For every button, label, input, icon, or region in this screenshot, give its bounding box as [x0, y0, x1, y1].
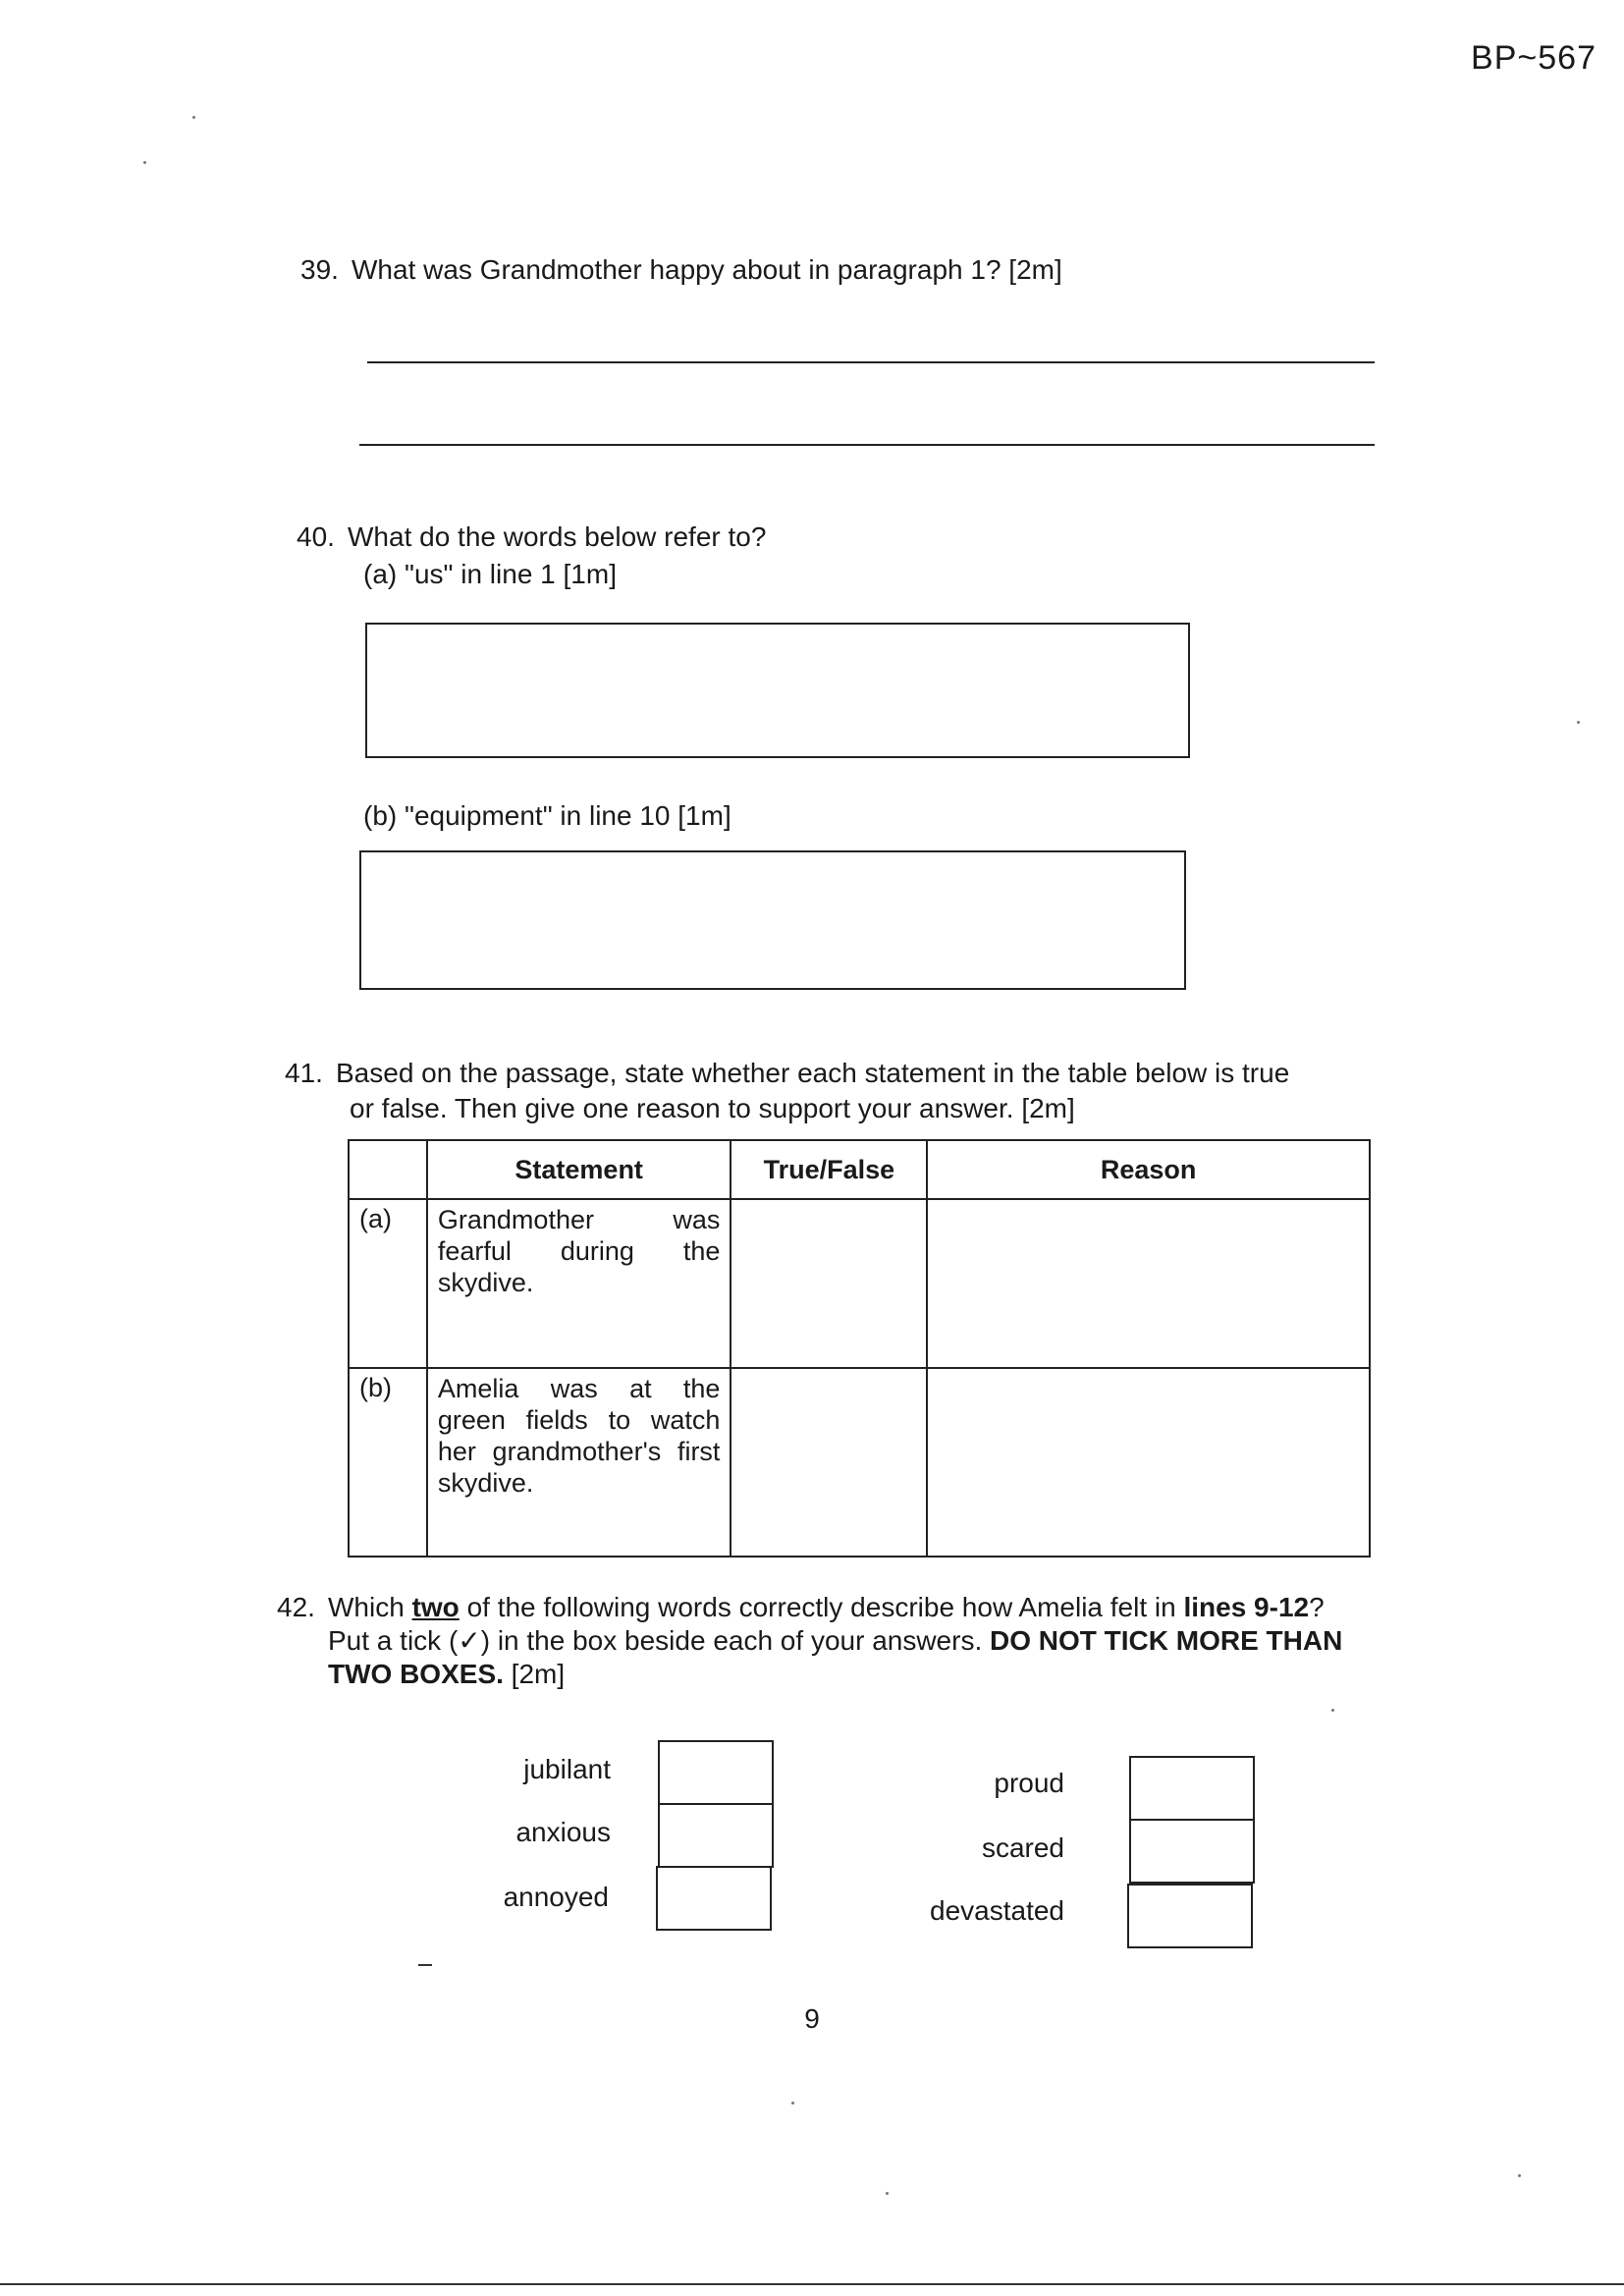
- scan-speck: [791, 2102, 794, 2105]
- stray-mark: [418, 1964, 432, 1966]
- tick-box-proud[interactable]: [1129, 1756, 1255, 1821]
- table-header-row: [349, 1140, 1370, 1199]
- table-row: [349, 1199, 1370, 1368]
- question-39-number: 39.: [300, 254, 339, 285]
- question-42-warning: DO NOT TICK MORE THAN TWO BOXES.: [328, 1625, 1343, 1689]
- question-42-marks: [2m]: [503, 1659, 566, 1689]
- question-42-number: 42.: [277, 1592, 315, 1622]
- question-42-text-part3: ? Put a tick (✓) in the box beside each of your answers.: [328, 1592, 1325, 1656]
- scan-speck: [1577, 721, 1580, 724]
- option-label-devastated: devastated: [930, 1895, 1064, 1926]
- question-39-text: What was Grandmother happy about in paragraph 1? [2m]: [352, 254, 1062, 285]
- tick-box-scared[interactable]: [1129, 1819, 1255, 1884]
- table-row: [349, 1368, 1370, 1557]
- tick-box-anxious[interactable]: [658, 1803, 774, 1868]
- question-40a-label: (a) "us" in line 1 [1m]: [363, 559, 617, 589]
- table-header-reason: Reason: [927, 1140, 1370, 1199]
- option-label-scared: scared: [981, 1832, 1064, 1863]
- table-header-label: [349, 1140, 427, 1199]
- answer-line-39-1[interactable]: [367, 361, 1375, 363]
- scan-speck: [1518, 2174, 1521, 2177]
- row-a-reason-cell[interactable]: [927, 1199, 1370, 1368]
- question-41-text-line2: or false. Then give one reason to support your answer. [2m]: [350, 1093, 1075, 1123]
- scan-speck: [192, 116, 195, 119]
- row-a-label: (a): [349, 1199, 427, 1368]
- question-42: [277, 1591, 1365, 1691]
- question-42-lines-ref: lines 9-12: [1183, 1592, 1310, 1622]
- true-false-table: [348, 1139, 1371, 1558]
- question-41-number: 41.: [285, 1058, 323, 1088]
- scan-speck: [886, 2192, 889, 2195]
- page-bottom-rule: [0, 2283, 1624, 2285]
- question-41: [285, 1057, 1289, 1090]
- tick-box-annoyed[interactable]: [656, 1866, 772, 1931]
- option-label-annoyed: annoyed: [503, 1882, 609, 1912]
- question-42-emphasis-two: two: [411, 1592, 460, 1622]
- answer-line-39-2[interactable]: [359, 444, 1375, 446]
- question-42-text-part2: of the following words correctly describe how Amelia felt in: [459, 1592, 1184, 1622]
- answer-box-40b[interactable]: [359, 850, 1186, 990]
- question-40b-label: (b) "equipment" in line 10 [1m]: [363, 800, 731, 831]
- question-40: [297, 520, 766, 554]
- page-number: 9: [804, 2003, 820, 2034]
- table-header-true-false: True/False: [731, 1140, 927, 1199]
- row-b-true-false-cell[interactable]: [731, 1368, 927, 1557]
- scan-speck: [143, 161, 146, 164]
- question-41-text-line1: Based on the passage, state whether each statement in the table below is true: [336, 1058, 1290, 1088]
- option-label-anxious: anxious: [515, 1817, 611, 1847]
- paper-code: BP~567: [1471, 39, 1597, 77]
- option-label-proud: proud: [994, 1768, 1064, 1798]
- row-b-label: (b): [349, 1368, 427, 1557]
- row-b-reason-cell[interactable]: [927, 1368, 1370, 1557]
- tick-box-jubilant[interactable]: [658, 1740, 774, 1805]
- question-40-number: 40.: [297, 521, 335, 552]
- option-label-jubilant: jubilant: [523, 1754, 611, 1784]
- row-b-statement: Amelia was at the green fields to watch her grandmother's first skydive.: [427, 1368, 731, 1557]
- question-42-text-part1: Which: [328, 1592, 412, 1622]
- tick-box-devastated[interactable]: [1127, 1884, 1253, 1948]
- answer-box-40a[interactable]: [365, 623, 1190, 758]
- table-header-statement: Statement: [427, 1140, 731, 1199]
- scan-speck: [1331, 1709, 1334, 1712]
- row-a-statement: Grandmother was fearful during the skydive.: [427, 1199, 731, 1368]
- question-40-text: What do the words below refer to?: [348, 521, 767, 552]
- question-39: [300, 253, 1062, 287]
- row-a-true-false-cell[interactable]: [731, 1199, 927, 1368]
